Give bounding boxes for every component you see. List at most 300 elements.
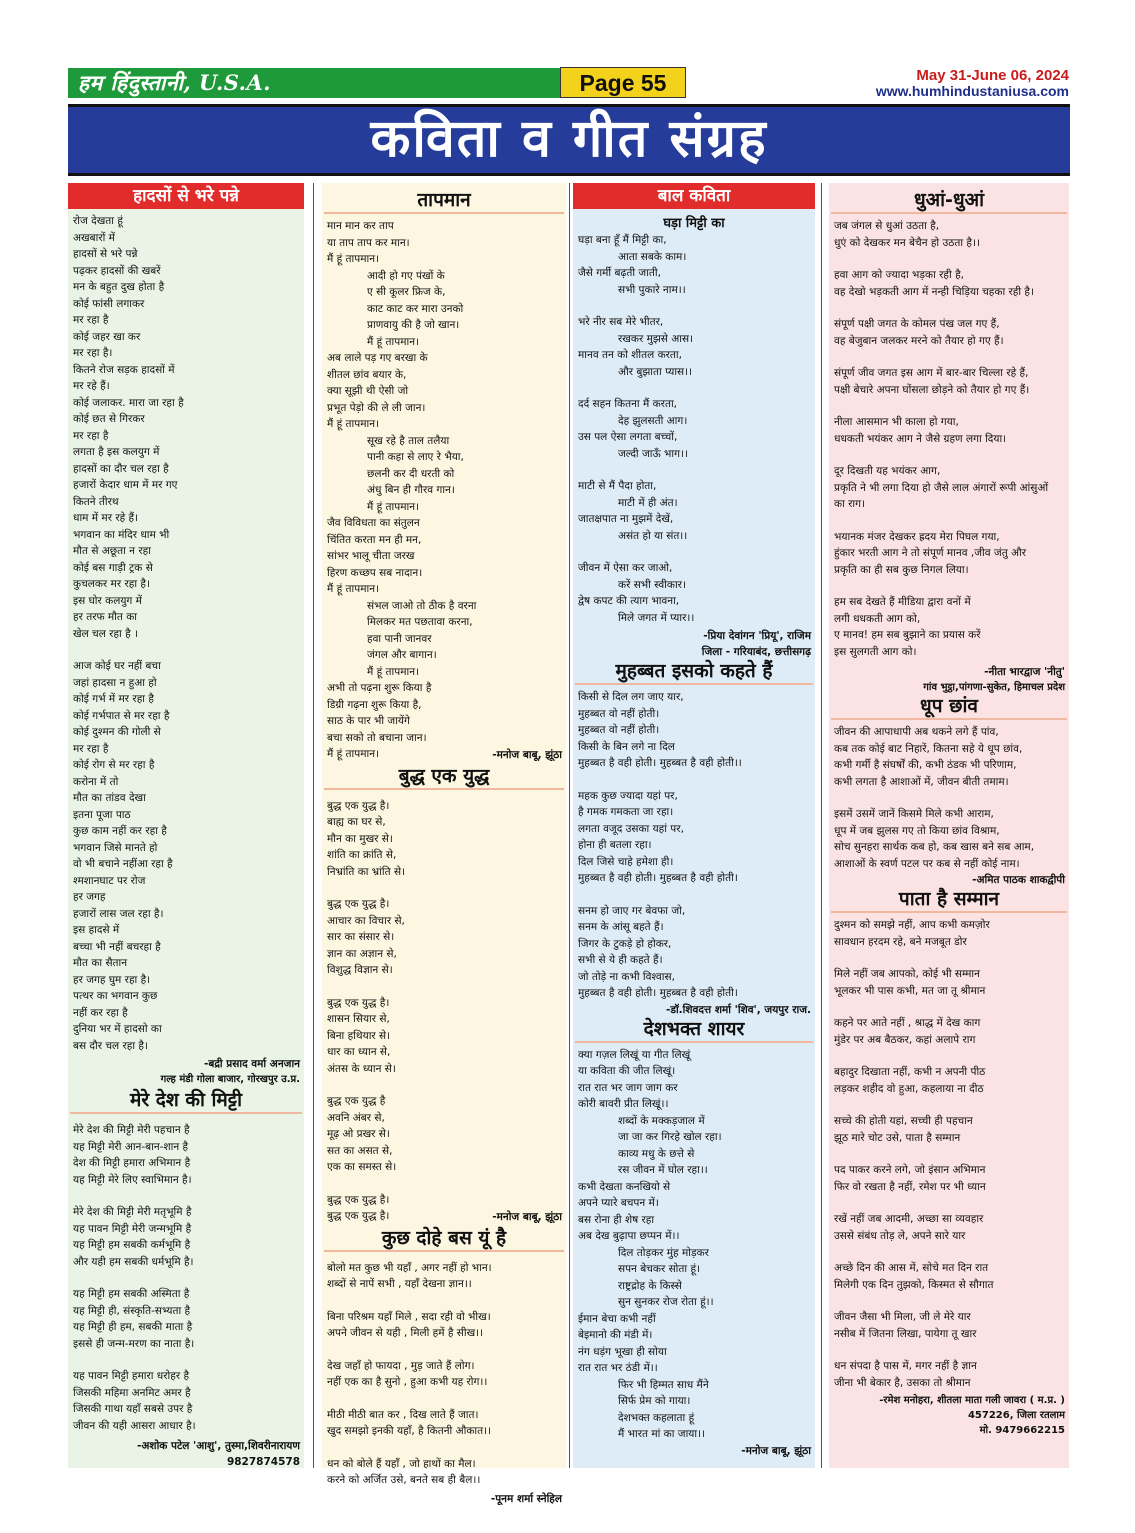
poem-line: कोई गर्भ में मर रहा है — [73, 693, 154, 705]
poem-line: राष्ट्रद्रोह के किस्से — [618, 1279, 682, 1292]
poem-line: मिले जगत में प्यार।। — [618, 611, 695, 624]
poem-line: भगवान जिसे मानते हो — [73, 841, 158, 854]
poem-line — [834, 349, 1065, 365]
poem-line: मिले नहीं जब आपको, कोई भी सम्मान — [834, 968, 980, 980]
column-3 — [573, 183, 815, 1468]
poem-line — [73, 1270, 300, 1286]
poem-line: इस घोर कलयुग में — [73, 594, 142, 607]
poem-line: भूलकर भी पास कभी, मत जा तू श्रीमान — [834, 984, 986, 997]
poem-title: मेरे देश की मिट्टी — [70, 1089, 302, 1114]
poem-line: अखबारों में — [73, 231, 115, 244]
poem-line: हजारों लास जल रहा है। — [73, 907, 164, 920]
poem-body — [322, 218, 566, 763]
poem-line: नीला आसमान भी काला हो गया, — [834, 416, 959, 428]
poem-line: घड़ा बना हूँ मैं मिट्टी का, — [578, 234, 667, 246]
poem-line: यह मिट्टी ही हम, सबकी माता है — [73, 1321, 193, 1333]
poem-line: धाम में मर रहे हैं। — [73, 512, 139, 524]
poem-line: मेरे देश की मिट्टी मेरी पहचान है — [73, 1124, 190, 1136]
poem-line: नंग धड़ंग भूखा ही सोया — [578, 1345, 667, 1358]
poem-line: पढ़कर हादसों की खबरें — [73, 264, 161, 277]
poem-line: छलनी कर दी धरती को — [367, 467, 455, 480]
poem-line: प्राणवायु की है जो खान। — [367, 319, 460, 331]
poem-line: धूप में जब झुलस गए तो किया छांव विश्राम, — [834, 824, 1000, 837]
poem-line: कब तक कोई बाट निहारें, कितना सहे ये धूप छांव, — [834, 742, 1023, 755]
poem-line: जीवन जैसा भी मिला, जी ले मेरे यार — [834, 1311, 971, 1323]
column-divider — [313, 183, 314, 1468]
poem-body — [322, 794, 566, 1225]
poem-line: हर तरफ मौत का — [73, 611, 138, 623]
poem-line: धुएं को देखकर मन बेचैन हो उठता है।। — [834, 236, 980, 249]
poem-author-address: गांव भुट्ठा,पांगणा-सुकेत, हिमाचल प्रदेश — [923, 682, 1065, 693]
poem-line: कोई रोग से मर रहा है — [73, 759, 155, 771]
poem-line — [578, 380, 811, 396]
poem-line: मुहब्बत है वही होती। मुहब्बत है वही होती। — [578, 872, 738, 884]
poem-author-phone: 9827874578 — [226, 1456, 300, 1468]
poem-line: प्रकृति का ही सब कुछ निगल लिया। — [834, 563, 969, 576]
poem-line: सच्चे की होती यहां, सच्ची ही पहचान — [834, 1115, 973, 1127]
poem-line: पद पाकर करने लगे, जो इंसान अभिमान — [834, 1164, 986, 1176]
poem-line — [834, 1048, 1065, 1064]
poem-line: झूठ मारे चोट उसे, पाता है सम्मान — [834, 1131, 961, 1144]
poem-line: है गमक गमकता जा रहा। — [578, 806, 674, 818]
poem-line: संभल जाओ तो ठीक है वरना — [367, 599, 477, 612]
poem-line: शब्दों के मक्कड़जाल में — [618, 1114, 705, 1127]
poem-line: जा जा कर गिरहे खोल रहा। — [618, 1131, 722, 1143]
poem-line: अब देख बुढ़ापा छप्पन में।। — [578, 1230, 680, 1242]
poem-body — [829, 724, 1069, 872]
section-banner: कविता व गीत संग्रह — [68, 104, 1070, 176]
poem-line: मीठी मीठी बात कर , दिख लाते हैं जात। — [327, 1408, 479, 1421]
poem-line: सपन बेचकर सोता हूं। — [618, 1263, 701, 1275]
poem-line — [327, 1176, 562, 1192]
poem-line: उस पल ऐसा लगता बच्चों, — [578, 431, 678, 443]
poem-line: सत का असत से, — [327, 1144, 393, 1157]
poem-line: जैसे गर्मी बढ़ती जाती, — [578, 267, 661, 279]
poem-line: किसी के बिन लगे ना दिल — [578, 740, 675, 753]
poem-line: अच्छे दिन की आस में, सोचे मत दिन रात — [834, 1262, 989, 1274]
poem-line — [834, 447, 1065, 463]
poem-line: जल्दी जाऊँ भाग।। — [618, 447, 689, 460]
poem-line: कितने रोज सड़क हादसों में — [73, 363, 175, 376]
poem-line — [578, 544, 811, 560]
column-2 — [322, 183, 566, 1505]
poem-author: -अशोक पटेल 'आशु', तुस्मा,शिवरीनारायण — [137, 1440, 300, 1452]
poem-line: बुद्ध एक युद्ध है। — [327, 1210, 390, 1222]
poem-line: इस सुलगती आग को। — [834, 645, 917, 658]
poem-line: ज्ञान का अज्ञान से, — [327, 947, 397, 960]
poem-line: हुंकार भरती आग ने तो संपूर्ण मानव ,जीव जंतु और — [834, 547, 1027, 559]
poem-title: बाल कविता — [573, 183, 815, 209]
poem-line — [327, 880, 562, 896]
poem-line: अब लाले पड़ गए बरखा के — [327, 352, 428, 364]
poem-line: मैं हूं तापमान। — [327, 418, 380, 430]
poem-line: कभी गर्मी है संघर्षों की, कभी ठंडक भी परिणाम, — [834, 759, 1017, 771]
poem-line: बिना परिश्रम यहाँ मिले , सदा रही वो भीख। — [327, 1310, 491, 1323]
poem-title: धूप छांव — [831, 695, 1067, 720]
poem-line: हवा आग को ज्यादा भड़का रही है, — [834, 269, 964, 281]
poem-line: जैव विविधता का संतुलन — [327, 517, 420, 529]
poem-line: करने को अर्जित उसे, बनते सब ही बैल।। — [327, 1474, 481, 1486]
poem-line: धधकती भयंकर आग ने जैसे ग्रहण लगा दिया। — [834, 432, 1007, 445]
poem-line: बोलो मत कुछ भी यहाँ , अगर नहीं हो भान। — [327, 1261, 492, 1274]
poem-line: जीवन की आपाधापी अब थकने लगे हैं पांव, — [834, 726, 999, 738]
poem-line: धार का ध्यान से, — [327, 1046, 391, 1058]
poem-line: बचा सको तो बचाना जान। — [327, 731, 427, 744]
poem-line: भरे नीर सब मेरे भीतर, — [578, 316, 664, 328]
poem-line: मर रहा है — [73, 429, 109, 442]
poem-line: दिल तोड़कर मुंह मोड़कर — [618, 1246, 709, 1259]
poem-line: यह मिट्टी हम सबकी अस्मिता है — [73, 1288, 190, 1300]
poem-line: इस हादसे में — [73, 924, 120, 936]
poem-line: फिर भी हिम्मत साध मैंने — [618, 1378, 709, 1391]
poem-line: हजारों केदार धाम में मर गए — [73, 479, 178, 491]
poem-line: रात रात भर जाग जाग कर — [578, 1081, 678, 1094]
poem-line: हर जगह — [73, 891, 106, 903]
poem-line: शीतल छांव बयार के, — [327, 368, 407, 381]
poem-line: धन संपदा है पास में, मगर नहीं है ज्ञान — [834, 1360, 977, 1372]
poem-line: पत्थर का भगवान कुछ — [73, 990, 158, 1002]
poem-line: भगवान का मंदिर धाम भी — [73, 528, 170, 541]
poem-line: पक्षी बेचारे अपना घोंसला छोड़ने को तैयार हो गए हैं। — [834, 383, 1030, 396]
poem-line — [834, 300, 1065, 316]
poem-line: आता सबके काम। — [618, 250, 687, 263]
poem-line — [834, 513, 1065, 529]
column-divider — [569, 183, 570, 1468]
poem-line — [834, 1293, 1065, 1309]
poem-line: नसीब में जितना लिखा, पायेगा तू खार — [834, 1327, 977, 1340]
poem-author-phone: मो. 9479662215 — [979, 1425, 1065, 1436]
poem-author-address: जिला - गरियाबंद, छत्तीसगढ़ — [701, 646, 811, 658]
poem-line: जिसकी गाथा यहाँ सबसे उपर है — [73, 1403, 193, 1415]
poem-line: कभी देखता कनखियो से — [578, 1180, 671, 1193]
page-number: Page 55 — [560, 67, 686, 98]
poem-line: पानी कहा से लाए रे भैया, — [367, 451, 464, 463]
poem-line: ए सी कूलर फ्रिज के, — [367, 286, 446, 298]
poem-line — [327, 979, 562, 995]
poem-line: रात रात भर ठंडी में।। — [578, 1362, 658, 1374]
poem-line: भयानक मंजर देखकर ह्रदय मेरा पिघल गया, — [834, 530, 1000, 543]
poem-line — [834, 1195, 1065, 1211]
poem-line: मानव तन को शीतल करता, — [578, 349, 682, 361]
poem-line: इसमें उसमें जानें किसमे मिले कभी आराम, — [834, 808, 994, 820]
poem-line: काट काट कर मारा उनको — [367, 302, 464, 315]
poem-line: बिना हथियार से। — [327, 1029, 391, 1042]
poem-author: -अमित पाठक शाकद्वीपी — [972, 874, 1065, 886]
poem-line: जीवन में ऐसा कर जाओ, — [578, 562, 673, 574]
poem-line: सनम के आंसू बहते हैं। — [578, 921, 664, 933]
poem-title: मुहब्बत इसको कहते हैं — [575, 660, 813, 685]
poem-line: वह बेजुबान जलकर मरने को तैयार हो गए हैं। — [834, 334, 1004, 347]
poem-line: मैं हूं तापमान। — [367, 665, 420, 678]
poem-line: यह मिट्टी ही, संस्कृति-सभ्यता है — [73, 1304, 191, 1317]
poem-line: दुश्मन को समझे नहीं, आप कभी कमज़ोर — [834, 919, 990, 931]
poem-line: करें सभी स्वीकार। — [618, 578, 686, 591]
poem-line: यह मिट्टी मेरे लिए स्वाभिमान है। — [73, 1173, 192, 1186]
poem-author: -बद्री प्रसाद वर्मा अनजान — [203, 1058, 300, 1070]
poem-line: बेइमानो की मंडी में। — [578, 1329, 653, 1341]
poem-line: मिलकर मत पछतावा करना, — [367, 616, 473, 628]
poem-line: खेल चल रहा है । — [73, 627, 138, 640]
poem-line: कितने तीरथ — [73, 495, 119, 508]
poem-line: खुद समझो इनकी यहाँ, है कितनी औकात।। — [327, 1425, 492, 1437]
poem-line: लगी धधकती आग को, — [834, 612, 921, 625]
column-divider — [821, 183, 822, 1468]
poem-line: मर रहा है — [73, 742, 109, 755]
poem-author: -नीता भारद्वाज 'नीतु' — [984, 666, 1065, 678]
poem-line: रोज देखता हूं — [73, 215, 123, 227]
poem-line: जब जंगल से धुआं उठता है, — [834, 220, 940, 232]
poem-line — [834, 578, 1065, 594]
poem-title: देशभक्त शायर — [575, 1018, 813, 1043]
poem-line: डिग्री गढ़ना शुरू किया है, — [327, 698, 422, 711]
poem-line: मैं हूं तापमान। — [327, 748, 380, 760]
poem-author: -पूनम शर्मा स्नेहिल — [490, 1492, 562, 1505]
poem-line: कोरी बावरी प्रीत लिखूं।। — [578, 1098, 669, 1110]
poem-line: मैं हूं तापमान। — [367, 500, 420, 513]
poem-line: प्रकृति ने भी लगा दिया हो जैसे लाल अंगारों रूपी आंसुओं — [834, 481, 1049, 494]
poem-line: देश की मिट्टी हमारा अभिमान है — [73, 1157, 191, 1169]
poem-line: बच्चा भी नहीं बचरहा है — [73, 940, 161, 953]
website-link[interactable]: www.humhindustaniusa.com — [875, 83, 1069, 99]
poem-line: सभी से ये ही कहते हैं। — [578, 954, 663, 966]
poem-line: सांभर भालू चीता जरख — [327, 550, 415, 562]
poem-title: कुछ दोहे बस यूं है — [324, 1227, 564, 1252]
poem-line: आदी हो गए पंखों के — [367, 269, 445, 282]
poem-line: आचार का विचार से, — [327, 914, 405, 927]
poem-line — [327, 1293, 562, 1309]
poem-line: इतना पूजा पाठ — [73, 808, 131, 821]
poem-line: माटी में ही अंत। — [618, 496, 678, 509]
poem-line: फिर वो रखता है नहीं, रमेश पर भी ध्यान — [834, 1180, 986, 1193]
poem-line: कोई फांसी लगाकर — [73, 297, 145, 310]
poem-line — [327, 1391, 562, 1407]
poem-line — [834, 1097, 1065, 1113]
poem-line: मूढ़ ओ प्रखर से। — [327, 1128, 390, 1140]
poem-line: मैं हूं तापमान। — [327, 583, 380, 595]
poem-line: शासन सियार से, — [327, 1013, 390, 1025]
poem-line: द्वेष कपट की त्याग भावना, — [578, 595, 680, 607]
poem-line: श्मशानघाट पर रोज — [73, 874, 146, 887]
poem-line: कुछ काम नहीं कर रहा है — [73, 825, 167, 837]
poem-line — [834, 1146, 1065, 1162]
poem-line: मौन का मुखर से। — [327, 832, 393, 845]
poem-line: साठ के पार भी जायेंगे — [327, 715, 410, 727]
poem-line: संपूर्ण पक्षी जगत के कोमल पंख जल गए हैं, — [834, 318, 1000, 330]
poem-author: -रमेश मनोहरा, शीतला माता गली जावरा ( म.प्र. ) — [879, 1395, 1065, 1406]
poem-line — [327, 1440, 562, 1456]
poem-line: मर रहा है — [73, 314, 109, 326]
poem-line: सूख रहे है ताल तलैया — [367, 434, 450, 447]
poem-line: दूर दिखती यह भयंकर आग, — [834, 465, 941, 477]
poem-line: या ताप ताप कर मान। — [327, 236, 410, 249]
poem-line: दर्द सहन कितना मैं करता, — [578, 398, 677, 410]
poem-line: मर रहा है। — [73, 347, 113, 359]
poem-line: सुन सुनकर रोज रोता हूं।। — [618, 1296, 714, 1308]
poem-line: रखकर मुझसे आस। — [618, 332, 694, 345]
poem-line: अवनि अंबर से, — [327, 1111, 385, 1124]
poem-line: महक कुछ ज्यादा यहां पर, — [578, 789, 678, 802]
poem-line: उससे संबंध तोड़ ले, अपने सारे यार — [834, 1229, 966, 1242]
poem-line: सनम हो जाए गर बेवफा जो, — [578, 904, 686, 917]
poem-author: -मनोज बाबू, झूंठा — [492, 748, 562, 761]
poem-line: या कविता की जीत लिखूं। — [578, 1065, 676, 1077]
poem-line: यह पावन मिट्टी हमारा धरोहर है — [73, 1370, 190, 1382]
poem-line: देशभक्त कहलाता हूं — [618, 1411, 695, 1424]
poem-line: नहीं कर रहा है — [73, 1006, 128, 1019]
poem-line: सिर्फ प्रेम को गाया। — [618, 1395, 691, 1407]
poem-line: होना ही बतला रहा। — [578, 839, 652, 851]
poem-line — [73, 642, 300, 658]
poem-line: नहीं एक का है सुनो , हुआ कभी यह रोग।। — [327, 1376, 488, 1388]
poem-line: हिरण कच्छप सब नादान। — [327, 566, 423, 579]
poem-line: अपने जीवन से यही , मिली हमें है सीख।। — [327, 1327, 484, 1339]
poem-line: कुचलकर मर रहा है। — [73, 578, 150, 590]
poem-line: हवा पानी जानवर — [367, 632, 432, 645]
poem-line: का राग। — [834, 498, 866, 510]
poem-line: काव्य मधु के छत्ते से — [618, 1147, 695, 1160]
poem-line: शांति का क्रांति से, — [327, 849, 397, 861]
poem-line: मान मान कर ताप — [327, 220, 394, 232]
poem-line: बुद्ध एक युद्ध है — [327, 1095, 386, 1107]
poem-body — [322, 1256, 566, 1489]
poem-line: जिगर के टुकड़े हो होकर, — [578, 937, 672, 950]
poem-line: निभ्रांति का भ्रांति से। — [327, 865, 406, 878]
poem-title: धुआं-धुआं — [831, 189, 1067, 214]
poem-line: क्या सूझी थी ऐसी जो — [327, 385, 409, 397]
poem-title: हादसों से भरे पन्ने — [68, 183, 304, 209]
poem-line: मुहब्बत वो नहीं होती। — [578, 724, 660, 736]
column-4 — [829, 183, 1069, 1468]
poem-line — [73, 1188, 300, 1204]
poem-line: वह देखो भड़कती आग में नन्ही चिड़िया चहका रही है। — [834, 285, 1034, 298]
poem-line: मौत से अछूता न रहा — [73, 545, 151, 557]
poem-line: देख जहाँ हो फायदा , मुड़ जाते हैं लोग। — [327, 1359, 475, 1372]
poem-line: ए मानव! हम सब बुझाने का प्रयास करें — [834, 629, 981, 641]
poem-author: -मनोज बाबू, झूंठा — [492, 1210, 562, 1223]
poem-line: हर जगह घुम रहा है। — [73, 973, 151, 986]
poem-line: बुद्ध एक युद्ध है। — [327, 1193, 390, 1206]
poem-line — [834, 1244, 1065, 1260]
poem-line — [578, 462, 811, 478]
poem-line: और बुझाता प्यास।। — [618, 365, 693, 378]
poem-author: -प्रिया देवांगन 'प्रियू', राजिम — [703, 630, 811, 642]
poem-line: यह पावन मिट्टी मेरी जन्मभूमि है — [73, 1222, 192, 1235]
poem-line: जीना भी बेकार है, उसका तो श्रीमान — [834, 1376, 971, 1389]
poem-line: मुहब्बत वो नहीं होती। — [578, 707, 660, 720]
poem-line — [73, 1352, 300, 1368]
poem-line: बाह्य का घर से, — [327, 816, 386, 828]
poem-line: कोई जलाकर. मारा जा रहा है — [73, 396, 184, 409]
poem-line: कोई बस गाड़ी ट्रक से — [73, 561, 153, 574]
poem-line: कोई गर्भपात से मर रहा है — [73, 709, 170, 722]
poem-body — [829, 218, 1069, 660]
poem-line: जंगल और बागान। — [367, 649, 437, 661]
poem-line: कोई छत से गिरकर — [73, 413, 145, 425]
poem-line: अंधु बिन ही गौरव गान। — [367, 484, 455, 496]
poem-line: मुहब्बत है वही होती। मुहब्बत है वही होती।। — [578, 757, 742, 769]
poem-line: असंत हो या संत।। — [618, 529, 688, 542]
poem-line: लगता है इस कलयुग में — [73, 446, 160, 458]
poem-body — [573, 1047, 815, 1443]
poem-line — [834, 1342, 1065, 1358]
poem-line — [578, 298, 811, 314]
poem-line: यह मिट्टी मेरी आन-बान-शान है — [73, 1140, 189, 1153]
column-1 — [68, 183, 304, 1468]
poem-line: क्या गज़ल लिखूं या गीत लिखूं — [578, 1048, 691, 1061]
poem-line: हादसों का दौर चल रहा है — [73, 462, 169, 475]
poem-line: रस जीवन में घोल रहा।। — [618, 1164, 708, 1176]
poem-line: सार का संसार से। — [327, 931, 395, 943]
poem-line: दुनिया भर में हादसो का — [73, 1023, 162, 1035]
poem-line: एक का समस्त से। — [327, 1161, 397, 1173]
poem-line: चिंतित करता मन ही मन, — [327, 533, 422, 546]
poem-line: यह मिट्टी हम सबकी कर्मभूमि है — [73, 1239, 191, 1251]
poem-line: जो तोड़े ना कभी विश्वास, — [578, 970, 675, 983]
poem-line: मिलेगी एक दिन तुझको, किस्मत से सौगात — [834, 1278, 994, 1291]
poem-line: कभी लगता है आशाओं में, जीवन बीती तमाम। — [834, 775, 1009, 788]
poem-line: आज कोई घर नहीं बचा — [73, 660, 161, 672]
poem-line: शब्दों से नापें सभी , यहाँ देखना ज्ञान।। — [327, 1278, 472, 1290]
poem-line: प्रभूत पेड़ो की ले ली जान। — [327, 401, 426, 414]
poem-line — [578, 772, 811, 788]
poem-author: -मनोज बाबू, झूंठा — [741, 1444, 811, 1457]
poem-body — [573, 232, 815, 626]
poem-title: पाता है सम्मान — [831, 888, 1067, 913]
poem-line — [834, 398, 1065, 414]
poem-line: विशुद्ध विज्ञान से। — [327, 964, 393, 976]
poem-line: आशाओं के स्वर्ण पटल पर कब से नहीं कोई नाम। — [834, 857, 1020, 870]
poem-body — [68, 1118, 304, 1434]
poem-line — [578, 887, 811, 903]
poem-line: कोई दुश्मन की गोली से — [73, 726, 161, 738]
poem-line: बुद्ध एक युद्ध है। — [327, 799, 390, 812]
poem-line: मैं हूं तापमान। — [367, 335, 420, 348]
poem-line: मुहब्बत है वही होती। मुहब्बत है वही होती। — [578, 987, 738, 999]
poem-line: सावधान हरदम रहे, बने मजबूत डोर — [834, 935, 967, 948]
poem-line: जातक्षपात ना मुझमें देखें, — [578, 513, 674, 525]
poem-line: बुद्ध एक युद्ध है। — [327, 996, 390, 1009]
poem-line: और यही हम सबकी धर्मभूमि है। — [73, 1255, 194, 1268]
poem-body — [573, 689, 815, 1002]
poem-line: हादसों से भरे पन्ने — [73, 248, 138, 260]
poem-title: तापमान — [324, 189, 564, 214]
poem-line: जिसकी महिमा अनमिट अमर है — [73, 1386, 191, 1399]
poem-line — [834, 251, 1065, 267]
poem-line: दिल जिसे चाहे हमेशा ही। — [578, 855, 674, 868]
poem-line: रखें नहीं जब आदमी, अच्छा सा व्यवहार — [834, 1213, 984, 1225]
poem-line: मैं हूं तापमान। — [327, 253, 380, 265]
poem-line: माटी से मैं पैदा होता, — [578, 480, 657, 492]
poem-line: मौत का तांडव देखा — [73, 792, 146, 804]
poem-line: देह झुलसती आग। — [618, 414, 688, 427]
poem-line: कोई जहर खा कर — [73, 330, 141, 343]
poem-author: -डॉ.शिवदत्त शर्मा 'शिव', जयपुर राज. — [665, 1003, 811, 1016]
poem-line: मैं भारत मां का जाया।। — [618, 1428, 706, 1440]
poem-line: बुद्ध एक युद्ध है। — [327, 898, 390, 910]
poem-line: मन के बहुत दुख होता है — [73, 281, 165, 293]
poem-body — [829, 917, 1069, 1391]
poem-line — [327, 1342, 562, 1358]
poem-line: मर रहे हैं। — [73, 380, 110, 392]
poem-line: मेरे देश की मिट्टी मेरी मतृभूमि है — [73, 1206, 192, 1218]
poem-line: कहने पर आते नहीं , श्राद्ध में देख काग — [834, 1017, 981, 1029]
poem-line: बस रोना ही शेष रहा — [578, 1213, 655, 1226]
poem-title: बुद्ध एक युद्ध — [324, 765, 564, 790]
poem-line: सोच सुनहरा सार्थक कब हो, कब खास बने सब आम, — [834, 841, 1035, 853]
poem-line: लड़कर शहीद वो हुआ, कहलाया ना दीठ — [834, 1082, 984, 1095]
poem-line — [327, 1077, 562, 1093]
poem-line: मुंडेर पर अब बैठकर, कहां अलापे राग — [834, 1033, 976, 1046]
